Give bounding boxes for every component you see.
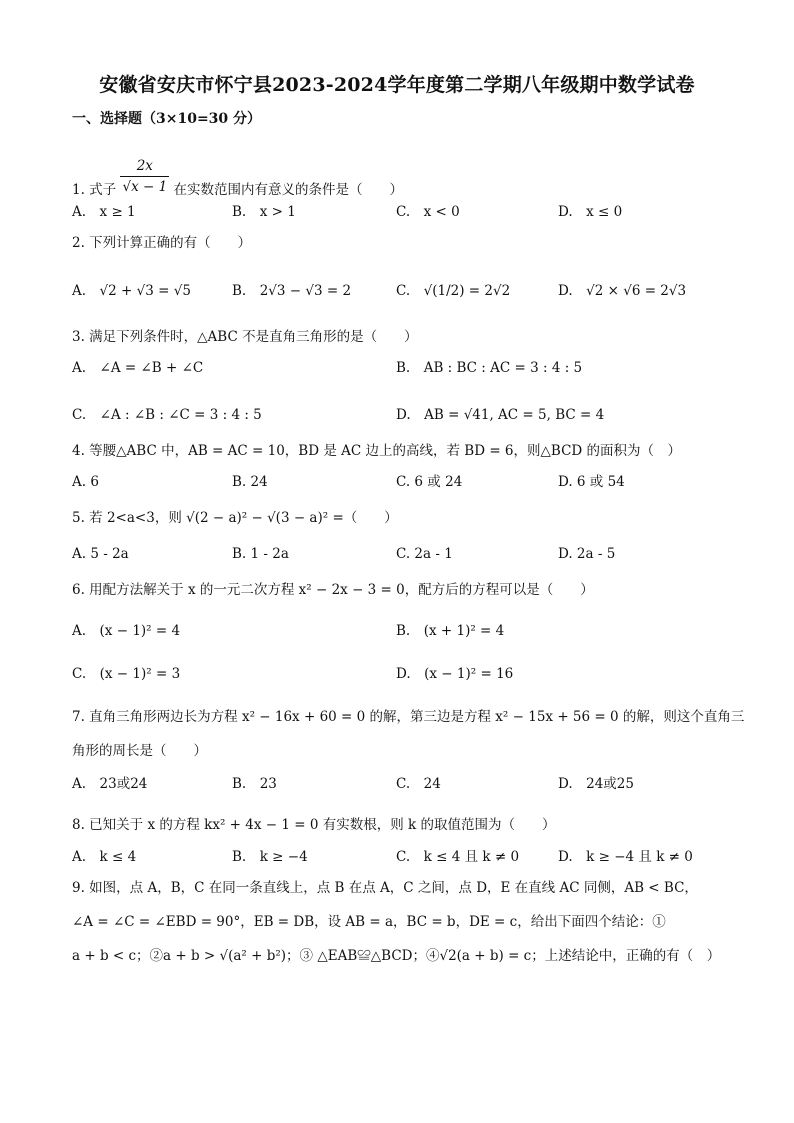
q3-option-b: B. AB : BC : AC = 3 : 4 : 5 — [396, 360, 583, 376]
q1-prefix: 1. 式子 — [72, 182, 117, 198]
q7-option-c: C. 24 — [396, 776, 441, 792]
q1-option-c: C. x < 0 — [396, 204, 460, 220]
q1-option-b: B. x > 1 — [232, 204, 296, 220]
question-3-stem: 3. 满足下列条件时，△ABC 不是直角三角形的是（ ） — [72, 329, 418, 345]
q2-option-d: D. √2 × √6 = 2√3 — [558, 283, 687, 299]
q6-option-d: D. (x − 1)² = 16 — [396, 666, 514, 682]
question-5-stem: 5. 若 2<a<3，则 √(2 − a)² − √(3 − a)² =（ ） — [72, 510, 398, 526]
q5-option-d: D. 2a - 5 — [558, 546, 616, 562]
q6-option-a: A. (x − 1)² = 4 — [72, 623, 181, 639]
question-7-stem-line1: 7. 直角三角形两边长为方程 x² − 16x + 60 = 0 的解，第三边是方程 x² − 15x + 56 = 0 的解，则这个直角三 — [72, 709, 745, 725]
q7-option-a: A. 23或24 — [72, 776, 148, 792]
q8-option-a: A. k ≤ 4 — [72, 849, 137, 865]
q7-option-b: B. 23 — [232, 776, 277, 792]
q8-option-d: D. k ≥ −4 且 k ≠ 0 — [558, 849, 693, 865]
q6-option-b: B. (x + 1)² = 4 — [396, 623, 505, 639]
question-6-stem: 6. 用配方法解关于 x 的一元二次方程 x² − 2x − 3 = 0，配方后的方程可以是（ ） — [72, 582, 594, 598]
q1-frac-den: √x − 1 — [122, 179, 168, 195]
question-7-stem-line2: 角形的周长是（ ） — [72, 743, 207, 759]
q2-option-b: B. 2√3 − √3 = 2 — [232, 283, 352, 299]
q4-option-d: D. 6 或 54 — [558, 474, 625, 490]
page-title: 安徽省安庆市怀宁县2023-2024学年度第二学期八年级期中数学试卷 — [99, 74, 695, 96]
q1-suffix: 在实数范围内有意义的条件是（ ） — [173, 182, 403, 198]
q1-fraction — [120, 156, 169, 197]
q2-option-a: A. √2 + √3 = √5 — [72, 283, 191, 299]
q8-option-c: C. k ≤ 4 且 k ≠ 0 — [396, 849, 520, 865]
q6-option-c: C. (x − 1)² = 3 — [72, 666, 181, 682]
q3-option-a: A. ∠A = ∠B + ∠C — [72, 360, 204, 376]
q3-option-d: D. AB = √41, AC = 5, BC = 4 — [396, 407, 605, 423]
question-8-stem: 8. 已知关于 x 的方程 kx² + 4x − 1 = 0 有实数根，则 k 的取值范围为（ ） — [72, 817, 556, 833]
q5-option-b: B. 1 - 2a — [232, 546, 289, 562]
q1-option-d: D. x ≤ 0 — [558, 204, 623, 220]
q1-option-a: A. x ≥ 1 — [72, 204, 136, 220]
q4-option-c: C. 6 或 24 — [396, 474, 463, 490]
q5-option-a: A. 5 - 2a — [72, 546, 129, 562]
q8-option-b: B. k ≥ −4 — [232, 849, 308, 865]
q4-option-a: A. 6 — [72, 474, 99, 490]
q7-option-d: D. 24或25 — [558, 776, 634, 792]
q4-option-b: B. 24 — [232, 474, 268, 490]
question-9-line3: a + b < c；②a + b > √(a² + b²)；③ △EAB≌△BCD；④√2(a + b) = c；上述结论中，正确的有（ ） — [72, 948, 721, 964]
section-heading: 一、选择题（3×10=30 分） — [72, 111, 262, 127]
question-4-stem: 4. 等腰△ABC 中，AB = AC = 10，BD 是 AC 边上的高线，若 BD = 6，则△BCD 的面积为（ ） — [72, 443, 682, 459]
question-2-stem: 2. 下列计算正确的有（ ） — [72, 235, 252, 251]
q5-option-c: C. 2a - 1 — [396, 546, 453, 562]
q2-option-c: C. √(1/2) = 2√2 — [396, 283, 511, 299]
q3-option-c: C. ∠A : ∠B : ∠C = 3 : 4 : 5 — [72, 407, 262, 423]
q1-frac-num: 2x — [120, 156, 169, 177]
question-9-line1: 9. 如图，点 A，B，C 在同一条直线上，点 B 在点 A，C 之间，点 D，E 在直线 AC 同侧，AB < BC， — [72, 880, 698, 896]
question-9-line2: ∠A = ∠C = ∠EBD = 90°，EB = DB，设 AB = a，BC = b，DE = c，给出下面四个结论：① — [72, 914, 666, 930]
